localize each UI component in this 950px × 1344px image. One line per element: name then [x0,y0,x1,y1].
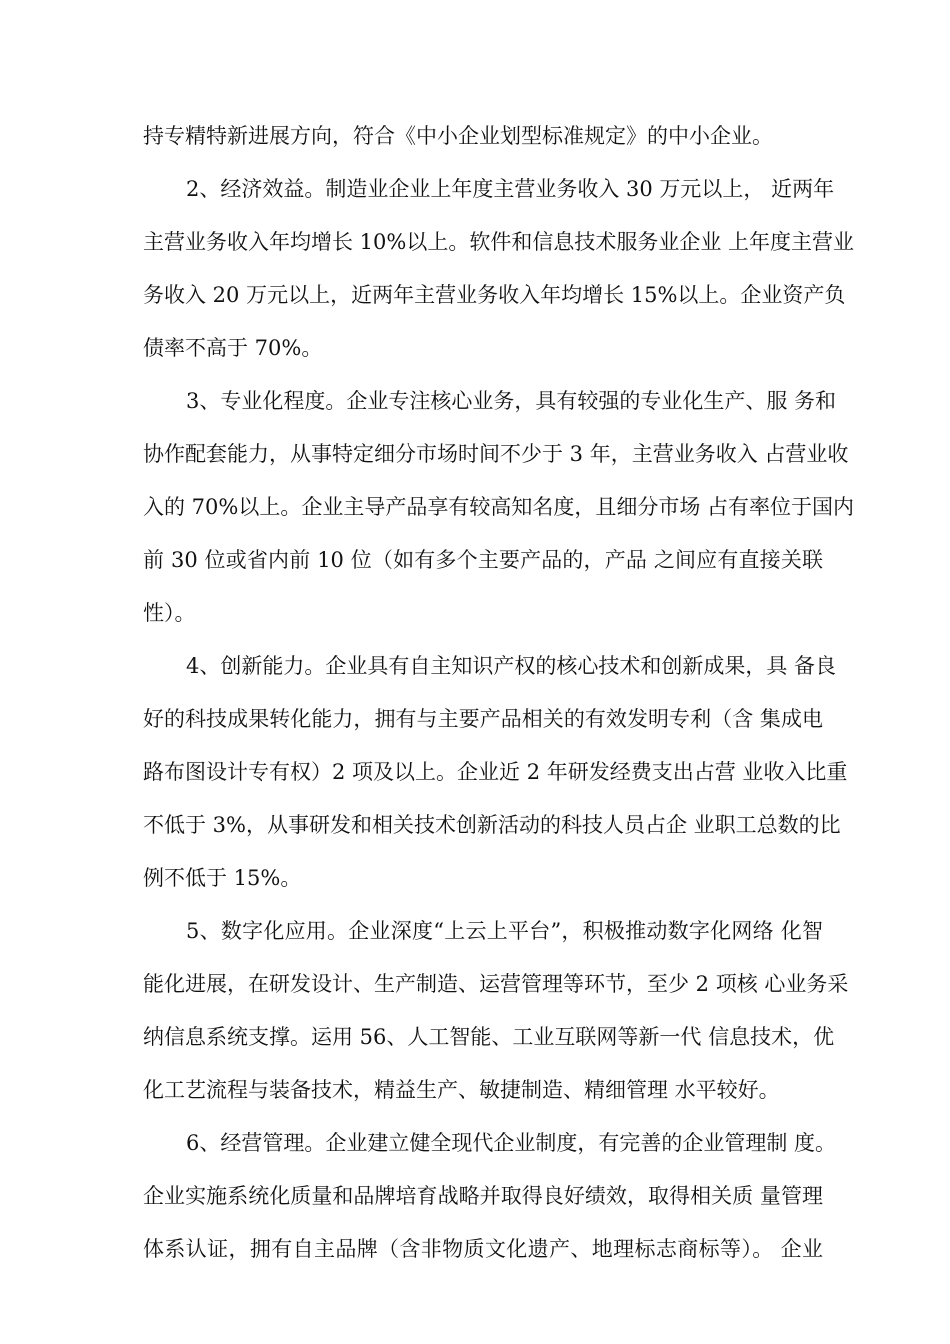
text-line: 好的科技成果转化能力，拥有与主要产品相关的有效发明专利（含 集成电 [143,707,823,731]
text-line: 不低于 3%，从事研发和相关技术创新活动的科技人员占企 业职工总数的比 [143,813,841,837]
text-line: 债率不高于 70%。 [143,336,323,360]
text-line: 化工艺流程与装备技术，精益生产、敏捷制造、精细管理 水平较好。 [143,1078,780,1102]
text-line: 前 30 位或省内前 10 位（如有多个主要产品的，产品 之间应有直接关联 [143,548,823,572]
text-line: 纳信息系统支撑。运用 56、人工智能、工业互联网等新一代 信息技术，优 [143,1025,835,1049]
paragraph-6-line: 6、经营管理。企业建立健全现代企业制度，有完善的企业管理制 度。 [186,1131,837,1155]
paragraph-5-line: 5、数字化应用。企业深度“上云上平台”，积极推动数字化网络 化智 [186,919,823,943]
text-line: 体系认证，拥有自主品牌（含非物质文化遗产、地理标志商标等）。 企业 [143,1237,823,1261]
text-line: 协作配套能力，从事特定细分市场时间不少于 3 年，主营业务收入 占营业收 [143,442,849,466]
paragraph-2-line: 2、经济效益。制造业企业上年度主营业务收入 30 万元以上， 近两年 [186,177,835,201]
text-line: 持专精特新进展方向，符合《中小企业划型标准规定》的中小企业。 [143,124,773,148]
text-line: 企业实施系统化质量和品牌培育战略并取得良好绩效，取得相关质 量管理 [143,1184,823,1208]
text-line: 能化进展，在研发设计、生产制造、运营管理等环节，至少 2 项核 心业务采 [143,972,849,996]
text-line: 入的 70%以上。企业主导产品享有较高知名度，且细分市场 占有率位于国内 [143,495,855,519]
text-line: 主营业务收入年均增长 10%以上。软件和信息技术服务业企业 上年度主营业 [143,230,855,254]
paragraph-3-line: 3、专业化程度。企业专注核心业务，具有较强的专业化生产、服 务和 [186,389,837,413]
text-line: 性）。 [143,601,196,625]
text-line: 务收入 20 万元以上，近两年主营业务收入年均增长 15%以上。企业资产负 [143,283,846,307]
text-line: 路布图设计专有权）2 项及以上。企业近 2 年研发经费支出占营 业收入比重 [143,760,848,784]
paragraph-4-line: 4、创新能力。企业具有自主知识产权的核心技术和创新成果，具 备良 [186,654,837,678]
text-line: 例不低于 15%。 [143,866,302,890]
